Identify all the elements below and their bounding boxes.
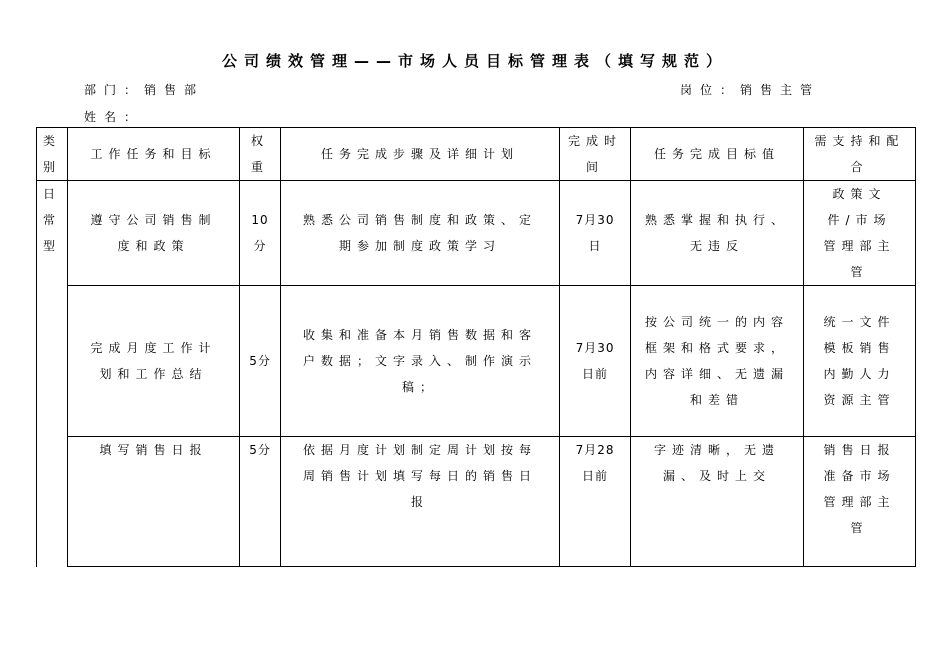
task-cell: 遵守公司销售制度和政策 — [68, 181, 240, 286]
header-task: 工作任务和目标 — [68, 128, 240, 181]
header-target: 任务完成目标值 — [631, 128, 804, 181]
weight-cell: 5分 — [240, 286, 281, 437]
header-support: 需支持和配合 — [804, 128, 916, 181]
category-cell: 日常型 — [37, 181, 68, 567]
time-cell: 7月30日 — [560, 181, 631, 286]
header-time: 完成时间 — [560, 128, 631, 181]
header-steps: 任务完成步骤及详细计划 — [281, 128, 560, 181]
target-cell: 字迹清晰，无遗漏、及时上交 — [631, 437, 804, 567]
task-cell: 完成月度工作计划和工作总结 — [68, 286, 240, 437]
header-category: 类别 — [37, 128, 68, 181]
table-header-row — [37, 128, 916, 181]
weight-cell: 10分 — [240, 181, 281, 286]
target-cell: 按公司统一的内容框架和格式要求，内容详细、无遗漏和差错 — [631, 286, 804, 437]
table-row — [37, 286, 916, 437]
position-field: 岗位：销售主管 — [680, 83, 821, 97]
name-field: 姓名： — [84, 110, 145, 124]
department-field: 部门：销售部 — [84, 83, 205, 97]
time-cell: 7月28日前 — [560, 437, 631, 567]
table-row — [37, 437, 916, 567]
support-cell: 政策文件/市场管理部主管 — [804, 181, 916, 286]
support-cell: 统一文件模板销售内勤人力资源主管 — [804, 286, 916, 437]
page-title: 公司绩效管理——市场人员目标管理表（填写规范） — [221, 52, 728, 70]
target-cell: 熟悉掌握和执行、无违反 — [631, 181, 804, 286]
target-management-table — [36, 127, 916, 567]
steps-cell: 依据月度计划制定周计划按每周销售计划填写每日的销售日报 — [281, 437, 560, 567]
time-cell: 7月30日前 — [560, 286, 631, 437]
support-cell: 销售日报准备市场管理部主管 — [804, 437, 916, 567]
steps-cell: 熟悉公司销售制度和政策、定期参加制度政策学习 — [281, 181, 560, 286]
table-row — [37, 181, 916, 286]
task-cell: 填写销售日报 — [68, 437, 240, 567]
weight-cell: 5分 — [240, 437, 281, 567]
header-weight: 权重 — [240, 128, 281, 181]
steps-cell: 收集和准备本月销售数据和客户数据；文字录入、制作演示稿； — [281, 286, 560, 437]
